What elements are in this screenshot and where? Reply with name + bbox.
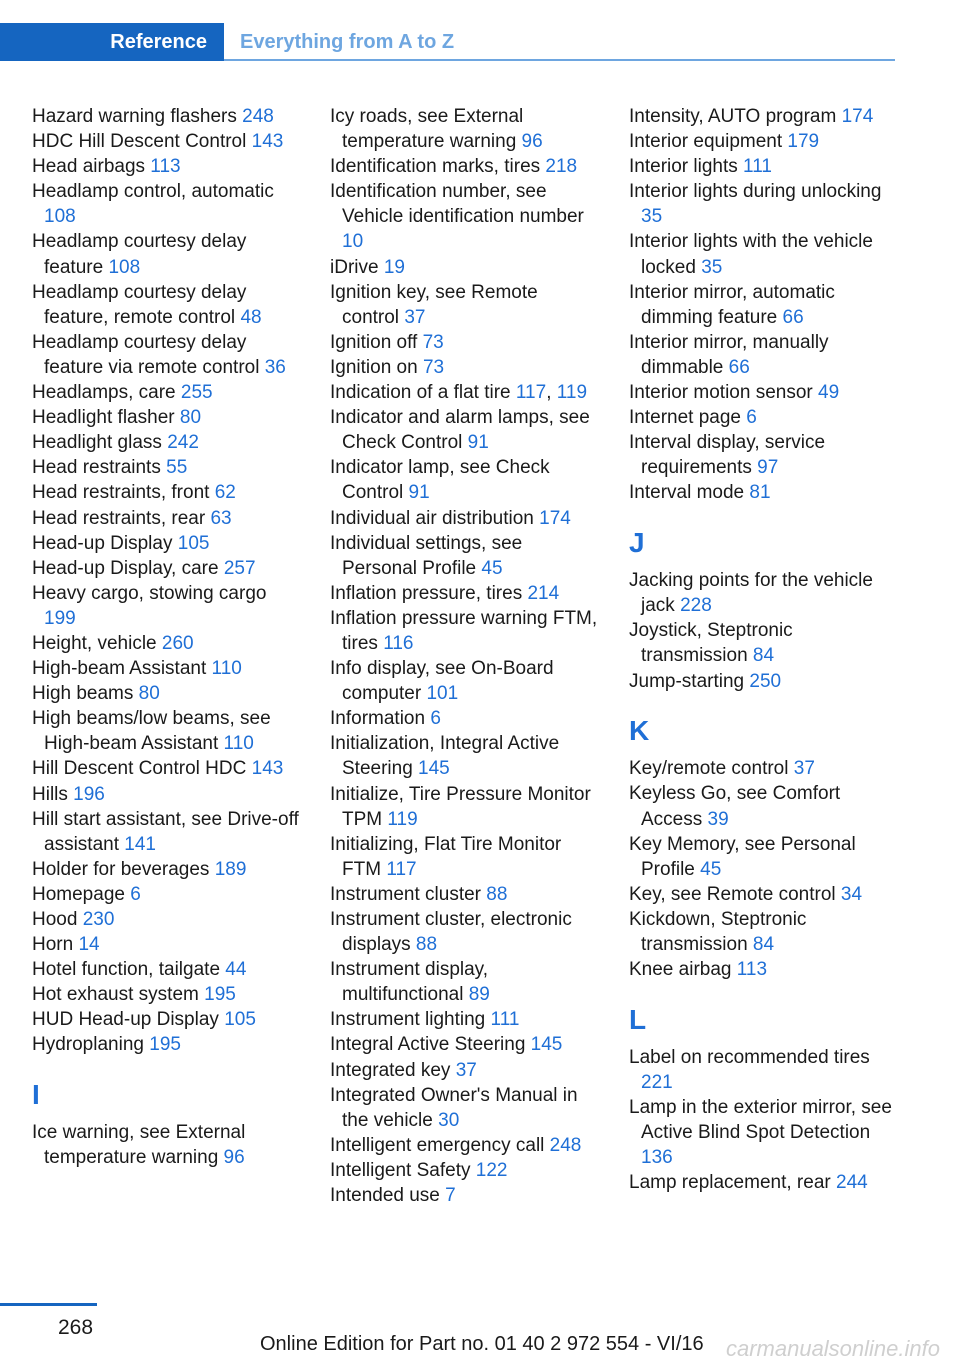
page-reference-link[interactable]: 73 [422, 356, 445, 378]
page-header [0, 23, 895, 63]
index-entry-text: Key, see Remote control [629, 883, 841, 905]
index-entry [330, 1007, 598, 1032]
index-entry-text: Internet page [629, 407, 747, 429]
index-entry [32, 229, 300, 279]
index-entry-text: Headlamp courtesy delay feature via remote control [32, 331, 265, 378]
page-reference-link[interactable]: 143 [251, 758, 284, 780]
page-reference-separator: , [546, 382, 557, 404]
page-reference-link[interactable]: 136 [641, 1147, 673, 1169]
index-entry [330, 907, 598, 957]
page-reference-link[interactable]: 101 [426, 683, 459, 705]
index-entry [330, 656, 598, 706]
page-reference-link[interactable]: 122 [475, 1159, 508, 1181]
page-number: 268 [58, 1316, 94, 1339]
index-entry-text: Head-up Display, care [32, 557, 224, 579]
index-entry [330, 1032, 598, 1057]
index-entry [32, 581, 300, 631]
index-entry [32, 907, 300, 932]
index-entry-text: Indicator and alarm lamps, see Check Control [330, 407, 590, 454]
page-reference-link[interactable]: 14 [78, 934, 100, 956]
page-reference-link[interactable]: 145 [530, 1034, 563, 1056]
index-entry [330, 179, 598, 254]
page-reference-link[interactable]: 248 [549, 1134, 582, 1156]
index-entry-text: Ignition off [330, 331, 423, 353]
index-entry [629, 832, 897, 882]
chapter-title: Everything from A to Z [240, 30, 455, 53]
section-label: Reference [110, 30, 207, 53]
index-entry [629, 179, 897, 229]
index-entry [629, 430, 897, 480]
index-entry-text: Initialization, Integral Active Steering [330, 733, 560, 780]
page-reference-link[interactable]: 195 [149, 1034, 181, 1056]
index-column-1 [32, 104, 300, 1170]
index-entry-text: Ice warning, see External temperature warning [32, 1122, 246, 1169]
index-letter-heading: K [629, 715, 650, 747]
page-reference-link[interactable]: 91 [408, 482, 430, 504]
page-reference-link[interactable]: 248 [242, 106, 274, 127]
page-reference-link[interactable]: 179 [787, 131, 820, 153]
page-reference-link[interactable]: 84 [752, 645, 775, 667]
index-entry-text: Inflation pressure warning FTM, tires [330, 607, 598, 654]
index-entry [32, 280, 300, 330]
page-reference-link[interactable]: 242 [167, 432, 199, 454]
index-entry-text: Initialize, Tire Pressure Monitor TPM [330, 783, 591, 830]
index-entry-text: Hydroplaning [32, 1034, 150, 1056]
page-reference-link[interactable]: 37 [455, 1059, 477, 1081]
index-entry-text: Key Memory, see Personal Profile [629, 833, 856, 880]
page-reference-link[interactable]: 108 [44, 206, 76, 228]
index-entry-text: Instrument cluster [330, 883, 487, 905]
index-entry-text: Intensity, AUTO program [629, 106, 842, 127]
index-entry [629, 330, 897, 380]
index-entry-text: Interval mode [629, 482, 750, 504]
index-entry-text: Info display, see On-Board computer [330, 658, 554, 705]
index-entry [32, 104, 300, 129]
index-entry-text: Inflation pressure, tires [330, 582, 528, 604]
index-entry [629, 280, 897, 330]
index-entry [629, 405, 897, 430]
index-entry-text: Keyless Go, see Comfort Access [629, 783, 841, 830]
index-entry-text: Hotel function, tailgate [32, 959, 226, 981]
index-entry [330, 255, 598, 280]
index-entry [32, 957, 300, 982]
page-reference-link[interactable]: 257 [223, 557, 256, 579]
page-reference-link[interactable]: 30 [438, 1109, 460, 1131]
page-reference-link[interactable]: 189 [214, 858, 247, 880]
page-reference-link[interactable]: 45 [481, 557, 503, 579]
index-entry [629, 669, 897, 694]
index-entry [330, 832, 598, 882]
index-entry-text: Key/remote control [629, 758, 794, 780]
index-entry [330, 1083, 598, 1133]
index-entry-text: Jump-starting [629, 670, 750, 692]
index-entry-text: High-beam Assistant [32, 658, 212, 680]
page-reference-link[interactable]: 34 [840, 883, 863, 905]
index-entry [32, 330, 300, 380]
index-entry-text: Integrated Owner's Manual in the vehicle [330, 1084, 578, 1131]
page-reference-link[interactable]: 143 [251, 131, 284, 153]
index-entry-text: Identification number, see Vehicle identification number [330, 181, 584, 228]
index-entry-text: Intelligent emergency call [330, 1134, 550, 1156]
page-reference-link[interactable]: 111 [743, 156, 772, 178]
index-entry [330, 405, 598, 455]
index-entry [330, 280, 598, 330]
index-entry-text: Jacking points for the vehicle jack [629, 570, 873, 617]
index-entry [32, 455, 300, 480]
page-reference-link[interactable]: 250 [749, 670, 782, 692]
index-entry [32, 531, 300, 556]
index-entry [32, 506, 300, 531]
page-reference-link[interactable]: 48 [240, 306, 262, 328]
page-reference-link[interactable]: 230 [82, 909, 115, 930]
page-reference-link[interactable]: 36 [264, 356, 286, 378]
index-entry-text: Hills [32, 783, 74, 805]
index-entry [32, 756, 300, 781]
index-entry [32, 681, 300, 706]
index-entry-text: Ignition key, see Remote control [330, 281, 538, 328]
page-reference-link[interactable]: 110 [211, 658, 242, 680]
index-column-2 [330, 104, 598, 1208]
header-rule [224, 59, 895, 61]
index-entry-text: Hill start assistant, see Drive-off assistant [32, 808, 299, 855]
index-entry-text: Headlight flasher [32, 407, 180, 429]
index-entry-text: Horn [32, 934, 79, 956]
index-entry [32, 1007, 300, 1032]
index-entry [32, 405, 300, 430]
index-entry [629, 756, 897, 781]
page-reference-link[interactable]: 221 [641, 1071, 673, 1093]
index-entry [330, 506, 598, 531]
index-entry-text: Interior equipment [629, 131, 788, 153]
page-reference-link[interactable]: 218 [545, 156, 578, 178]
page-reference-link[interactable]: 73 [422, 331, 444, 353]
index-entry [32, 857, 300, 882]
page-reference-link[interactable]: 105 [224, 1009, 256, 1031]
index-entry-text: Integrated key [330, 1059, 456, 1081]
index-entry [330, 154, 598, 179]
page-reference-link[interactable]: 55 [166, 457, 188, 479]
index-entry-text: Lamp replacement, rear [629, 1172, 836, 1194]
index-entry [32, 932, 300, 957]
page-reference-link[interactable]: 80 [179, 407, 202, 429]
index-entry-text: Label on recommended tires [629, 1046, 870, 1068]
index-entry [330, 1133, 598, 1158]
page-reference-link[interactable]: 111 [490, 1009, 520, 1031]
page-reference-link[interactable]: 199 [44, 607, 76, 629]
index-entry-text: Individual settings, see Personal Profile [330, 532, 523, 579]
index-entry-text: Indicator lamp, see Check Control [330, 457, 550, 504]
page-reference-link[interactable]: 7 [445, 1185, 456, 1207]
index-letter-heading: J [629, 527, 645, 558]
page-reference-link[interactable]: 110 [223, 733, 254, 755]
index-entry-text: Interval display, service requirements [629, 432, 826, 479]
page-reference-link[interactable]: 174 [539, 507, 571, 529]
index-entry-text: Intelligent Safety [330, 1159, 476, 1181]
index-entry-text: Hot exhaust system [32, 984, 205, 1006]
page-reference-link[interactable]: 141 [124, 833, 156, 855]
index-entry [629, 957, 897, 982]
page-reference-link[interactable]: 96 [521, 131, 543, 153]
index-entry [629, 568, 897, 618]
page-reference-link[interactable]: 66 [728, 356, 750, 378]
index-entry [629, 907, 897, 957]
index-letter-heading: L [629, 1003, 647, 1035]
index-entry-text: Lamp in the exterior mirror, see Active Blind Spot Detection [629, 1097, 892, 1144]
index-entry [32, 129, 300, 154]
page-reference-link[interactable]: 117 [386, 858, 417, 880]
page-reference-link[interactable]: 6 [130, 883, 141, 905]
page-reference-link[interactable]: 228 [680, 595, 712, 617]
index-entry-text: Interior lights with the vehicle locked [629, 231, 873, 278]
page-reference-link[interactable]: 63 [210, 507, 232, 529]
index-entry [629, 1045, 897, 1095]
index-entry-text: Interior mirror, manually dimmable [629, 331, 829, 378]
page-reference-link[interactable]: 116 [383, 632, 414, 654]
index-entry-text: HDC Hill Descent Control [32, 131, 252, 153]
index-entry-text: Interior lights [629, 156, 744, 178]
index-entry-text: Holder for beverages [32, 858, 215, 880]
index-entry [32, 882, 300, 907]
index-entry-text: Interior motion sensor [629, 382, 819, 404]
index-entry [629, 618, 897, 668]
page-reference-link[interactable]: 113 [150, 156, 181, 178]
index-entry-text: Instrument display, multifunctional [330, 959, 489, 1006]
index-letter-heading: I [32, 1079, 40, 1111]
page-reference-link[interactable]: 80 [138, 683, 160, 705]
page-reference-link[interactable]: 84 [752, 934, 775, 955]
page-reference-link[interactable]: 260 [161, 632, 194, 654]
index-entry [330, 957, 598, 1007]
index-entry [32, 656, 300, 681]
index-entry-text: Information [330, 708, 431, 730]
watermark: carmanualsonline.info [725, 1336, 940, 1361]
page-reference-link[interactable]: 145 [418, 758, 450, 780]
index-entry [32, 982, 300, 1007]
index-entry [330, 706, 598, 731]
page-reference-link[interactable]: 91 [467, 432, 489, 454]
index-entry-text: Initializing, Flat Tire Monitor FTM [330, 833, 562, 880]
index-entry [629, 380, 897, 405]
index-entry-text: Indication of a flat tire [330, 382, 516, 404]
index-entry [629, 882, 897, 907]
index-entry [32, 430, 300, 455]
index-entry-text: Headlamp courtesy delay feature, remote control [32, 281, 247, 328]
page-reference-link[interactable]: 214 [527, 582, 560, 604]
page-reference-link[interactable]: 117 [515, 382, 547, 404]
index-entry-text: Ignition on [330, 356, 423, 378]
page-reference-link[interactable]: 39 [707, 808, 729, 830]
page-reference-link[interactable]: 108 [108, 256, 141, 278]
index-entry [330, 1058, 598, 1083]
page-reference-link[interactable]: 49 [818, 382, 840, 404]
page-reference-link[interactable]: 105 [177, 532, 210, 554]
index-entry [629, 229, 897, 279]
index-entry-text: HUD Head-up Display [32, 1009, 225, 1031]
index-entry [330, 782, 598, 832]
index-entry [330, 355, 598, 380]
edition-note: Online Edition for Part no. 01 40 2 972 554 - VI/16 [260, 1333, 704, 1355]
page-reference-link[interactable]: 81 [749, 482, 771, 504]
page-reference-link[interactable]: 62 [214, 482, 236, 504]
index-entry-text: High beams/low beams, see High-beam Assistant [32, 708, 271, 755]
index-entry-text: Headlamp courtesy delay feature [32, 231, 247, 278]
index-entry [629, 1095, 897, 1170]
index-entry-text: iDrive [330, 256, 384, 278]
index-entry-text: Headlamp control, automatic [32, 181, 274, 203]
index-entry-text: Hill Descent Control HDC [32, 758, 252, 780]
index-entry [330, 531, 598, 581]
page-reference-link[interactable]: 174 [841, 106, 874, 127]
page-reference-link[interactable]: 6 [430, 708, 441, 730]
index-entry [330, 455, 598, 505]
index-entry [32, 480, 300, 505]
index-entry [330, 380, 598, 405]
index-entry [629, 129, 897, 154]
index-entry-text: Hazard warning flashers [32, 106, 243, 127]
footer-rule [0, 1303, 97, 1306]
index-entry [629, 154, 897, 179]
index-entry [32, 556, 300, 581]
page-reference-link[interactable]: 37 [404, 306, 426, 328]
page-reference-link[interactable]: 119 [387, 808, 418, 830]
index-entry [32, 807, 300, 857]
page-reference-link[interactable]: 6 [746, 407, 757, 429]
index-entry [330, 1183, 598, 1208]
index-entry [629, 1170, 897, 1195]
index-entry [32, 782, 300, 807]
index-entry [32, 706, 300, 756]
index-entry [32, 1032, 300, 1057]
index-entry-text: Head restraints, front [32, 482, 215, 504]
index-entry-text: High beams [32, 683, 139, 705]
page-reference-link[interactable]: 44 [225, 959, 247, 981]
index-entry-text: Hood [32, 909, 83, 930]
index-entry-text: Headlamps, care [32, 382, 181, 404]
index-entry [32, 154, 300, 179]
page-reference-link[interactable]: 196 [73, 783, 105, 805]
index-entry-text: Individual air distribution [330, 507, 540, 529]
page-reference-link[interactable]: 19 [383, 256, 405, 278]
page-reference-link[interactable]: 97 [757, 457, 779, 479]
index-entry-text: Integral Active Steering [330, 1034, 531, 1056]
page-reference-link[interactable]: 35 [641, 206, 663, 228]
index-entry [330, 330, 598, 355]
page-reference-link[interactable]: 89 [468, 984, 490, 1006]
index-entry-text: Kickdown, Steptronic transmission [629, 908, 807, 955]
index-entry-text: Knee airbag [629, 959, 737, 981]
index-entry-text: Heavy cargo, stowing cargo [32, 582, 267, 604]
index-entry [629, 781, 897, 831]
index-entry [330, 882, 598, 907]
page-reference-link[interactable]: 10 [342, 231, 364, 253]
index-entry-text: Instrument lighting [330, 1009, 491, 1031]
index-entry-text: Icy roads, see External temperature warning [330, 106, 524, 153]
index-entry-text: Intended use [330, 1185, 446, 1207]
index-entry-text: Head restraints, rear [32, 507, 211, 529]
index-entry [32, 380, 300, 405]
index-entry-text: Homepage [32, 883, 131, 905]
page-reference-link[interactable]: 66 [782, 306, 804, 328]
index-entry [32, 631, 300, 656]
index-entry [629, 480, 897, 505]
page-reference-link[interactable]: 255 [180, 382, 213, 404]
index-column-3 [629, 104, 897, 1195]
index-entry [330, 606, 598, 656]
page-reference-link[interactable]: 35 [701, 256, 723, 278]
page-reference-link[interactable]: 37 [793, 758, 815, 780]
index-entry [330, 104, 598, 154]
page-reference-link[interactable]: 244 [836, 1172, 868, 1194]
index-entry-text: Joystick, Steptronic transmission [629, 620, 793, 667]
page-reference-link[interactable]: 88 [486, 883, 508, 905]
index-entry-text: Instrument cluster, electronic displays [330, 909, 572, 956]
index-entry [330, 581, 598, 606]
page-reference-link[interactable]: 45 [700, 858, 722, 880]
index-entry-text: Identification marks, tires [330, 156, 546, 178]
page-reference-link[interactable]: 88 [415, 934, 438, 956]
index-entry [330, 731, 598, 781]
index-entry-text: Head airbags [32, 156, 151, 178]
page-reference-link[interactable]: 96 [223, 1147, 245, 1169]
page-reference-link[interactable]: 113 [736, 959, 768, 981]
index-entry-text: Head restraints [32, 457, 167, 479]
index-entry-text: Interior mirror, automatic dimming feature [629, 281, 835, 328]
index-entry-text: Head-up Display [32, 532, 178, 554]
index-entry [330, 1158, 598, 1183]
index-entry [629, 104, 897, 129]
index-entry-text: Interior lights during unlocking [629, 181, 882, 203]
index-entry [32, 179, 300, 229]
index-entry-text: Height, vehicle [32, 632, 162, 654]
page-reference-link[interactable]: 119 [556, 382, 588, 404]
index-entry [32, 1120, 300, 1170]
page-reference-link[interactable]: 195 [204, 984, 236, 1006]
section-tab-reference [0, 23, 224, 61]
index-entry-text: Headlight glass [32, 432, 168, 454]
